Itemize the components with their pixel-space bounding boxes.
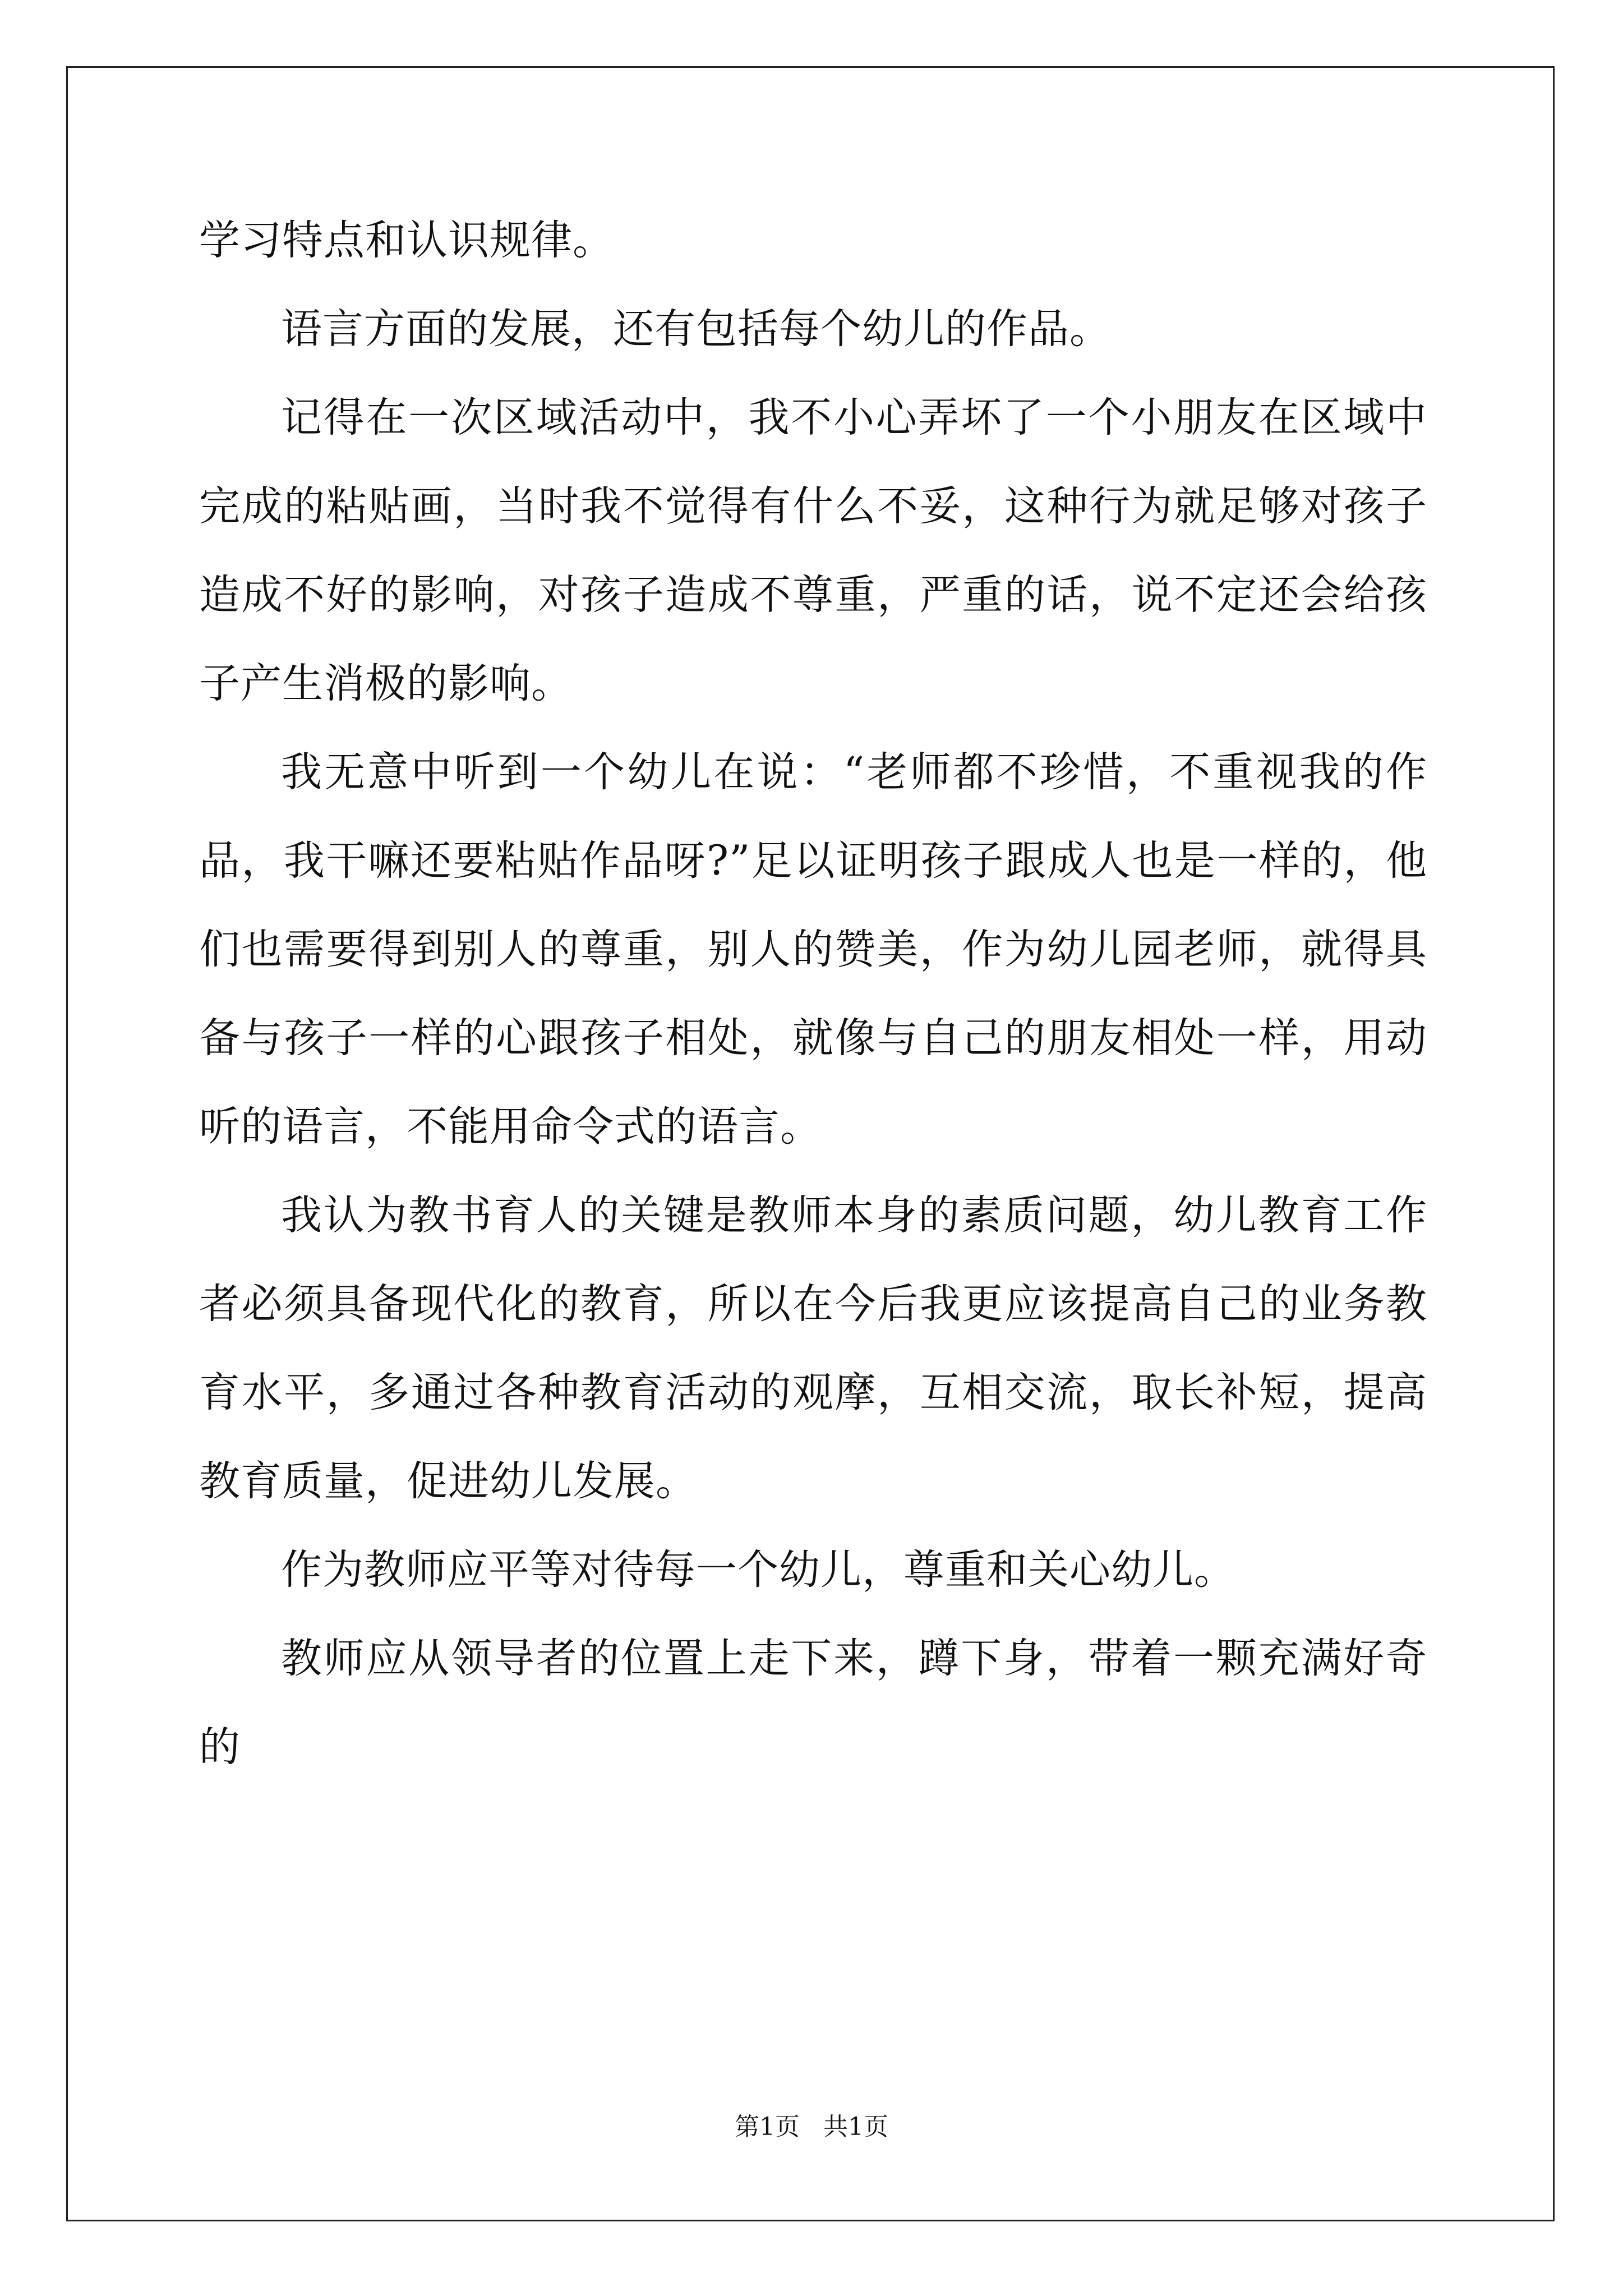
paragraph-2: 语言方面的发展，还有包括每个幼儿的作品。: [281, 305, 1111, 353]
paragraph-6: 作为教师应平等对待每一个幼儿，尊重和关心幼儿。: [281, 1546, 1235, 1594]
paragraph-1: 学习特点和认识规律。: [199, 217, 614, 264]
paragraph-5: 我认为教书育人的关键是教师本身的素质问题，幼儿教育工作者必须具备现代化的教育，所以在今后我更应该提高自己的业务教育水平，多通过各种教育活动的观摩，互相交流，取长补短，提高教育质量，促进幼儿发展。: [199, 1191, 1427, 1505]
paragraph-3: 记得在一次区域活动中，我不小心弄坏了一个小朋友在区域中完成的粘贴画，当时我不觉得有什么不妥，这种行为就足够对孩子造成不好的影响，对孩子造成不尊重，严重的话，说不定还会给孩子产生消极的影响。: [199, 394, 1427, 707]
page-footer: 第1页 共1页: [735, 2113, 888, 2141]
document-body: [199, 196, 1427, 1792]
paragraph-7: 教师应从领导者的位置上走下来，蹲下身，带着一颗充满好奇的: [199, 1635, 1427, 1771]
paragraph-4: 我无意中听到一个幼儿在说：“老师都不珍惜，不重视我的作品，我干嘛还要粘贴作品呀?”足以证明孩子跟成人也是一样的，他们也需要得到别人的尊重，别人的赞美，作为幼儿园老师，就得具备与孩子一样的心跟孩子相处，就像与自己的朋友相处一样，用动听的语言，不能用命令式的语言。: [199, 748, 1427, 1151]
